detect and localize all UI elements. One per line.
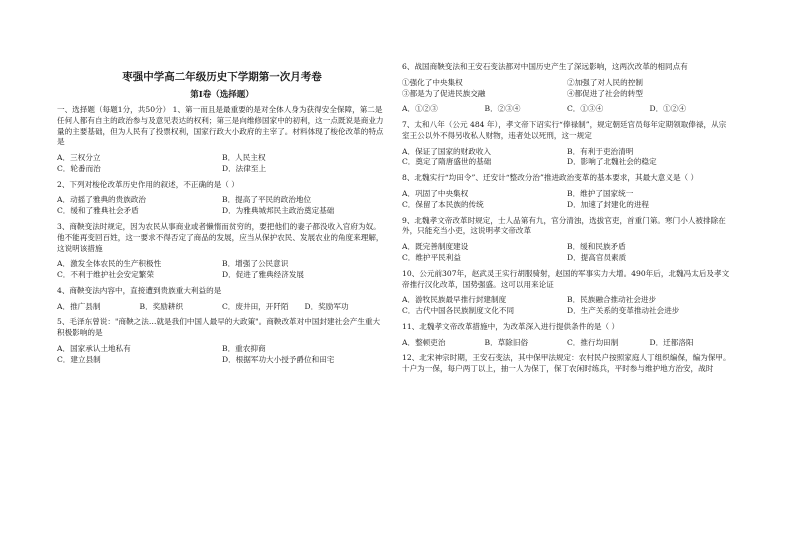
question-6: 6、战国商鞅变法和王安石变法都对中国历史产生了深远影响，这两次改革的相同点有 — [402, 62, 688, 71]
q2-option-d: D．为雅典城邦民主政治奠定基础 — [222, 206, 335, 216]
question-4: 4、商鞅变法内容中，直接遭到贵族重大利益的是 — [57, 285, 222, 295]
q5-option-d: D．根据军功大小授予爵位和田宅 — [222, 354, 335, 364]
q1-option-d: D．法律至上 — [222, 163, 267, 173]
q7-option-d: D．影响了北魏社会的稳定 — [567, 157, 657, 167]
q7-option-a: A．保证了国家的财政收入 — [402, 146, 492, 156]
q5-option-c: C．建立县制 — [57, 354, 101, 364]
question-1: 一、选择题（每题1分，共50分） 1、第一而且是最重要的是对全体人身为获得安全保障，第二是任何人都有自主的政治参与及意见表达的权利；第三是向维修国家中的初利，这一点既说是商业力量的主要基础，但为人民有了投票权利，国家行政大小政府的主宰了。材料体现了梭伦改革的特点是 — [57, 104, 384, 147]
question-12: 12、北宋神宗时期，王安石变法，其中保甲法规定：农村民户按照家庭人丁组织编保，编为保甲。十户为一保，每户两丁以上，抽一人为保丁，保丁农闲时练兵，平时参与维护地方治安，战时 — [402, 353, 731, 374]
q6-statement-1: ①强化了中央集权 — [402, 77, 463, 87]
q3-option-a: A．激发全体农民的生产积极性 — [57, 259, 162, 269]
q6-statement-3: ③都是为了促进民族交融 — [402, 88, 486, 98]
q11-option-b: B．草除旧俗 — [484, 337, 529, 347]
q6-option-a: A．①②③ — [402, 104, 438, 114]
q11-option-c: C．推行均田制 — [567, 337, 619, 347]
right-column — [402, 62, 732, 380]
q9-options — [402, 242, 732, 264]
q11-option-a: A．整顿吏治 — [402, 337, 446, 347]
q6-option-d: D．①②④ — [649, 104, 686, 114]
question-2: 2、下列对梭伦改革历史作用的叙述，不正确的是（ ） — [57, 179, 239, 189]
exam-title: 枣强中学高二年级历史下学期第一次月考卷 — [122, 71, 322, 83]
left-column — [57, 62, 387, 371]
section-title: 第Ⅰ卷（选择题） — [190, 89, 254, 100]
question-11: 11、北魏孝文帝改革措施中，为改革深入进行提供条件的是（ ） — [402, 321, 620, 331]
question-3: 3、商鞅变法时规定，因为农民从事商业或者懒惰而贫穷的，要把他们的妻子都没收入官府为奴。他不能再变回百姓，这一要求不得否定了商品的发展，应当从保护农民、发展农业的角度来理解，这说明该措施 — [57, 222, 384, 253]
q8-options — [402, 189, 732, 211]
q2-option-c: C．缓和了雅典社会矛盾 — [57, 206, 139, 216]
q5-option-a: A．国家承认土地私有 — [57, 344, 131, 354]
q4-option-c: C．废井田，开阡陌 — [222, 301, 289, 311]
q6-option-b: B．②③④ — [484, 104, 521, 114]
q9-option-b: B．缓和民族矛盾 — [567, 242, 626, 252]
q7-option-c: C．奠定了隋唐盛世的基础 — [402, 157, 492, 167]
q7-options — [402, 147, 732, 169]
q1-option-b: B．人民主权 — [222, 153, 266, 163]
q11-option-d: D．迁都洛阳 — [649, 337, 694, 347]
question-7: 7、太和八年（公元 484 年），孝文帝下诏实行“俸禄制”，规定朝廷官员每年定期领取俸禄，从宗室王公以外不得另收私人财物，违者处以死刑，这一规定 — [402, 120, 727, 140]
question-9: 9、北魏孝文帝改革时规定，士人品第有九，官分清浊，选拔官吏，首重门第。寒门小人被排除在外，只能充当小吏，这说明孝文帝改革 — [402, 215, 726, 236]
q1-option-a: A．三权分立 — [57, 153, 101, 163]
q6-option-c: C．①③④ — [567, 104, 604, 114]
q9-option-c: C．维护平民利益 — [402, 252, 461, 262]
q1-option-c: C．轮番而治 — [57, 163, 101, 173]
q3-option-c: C．不利于维护社会安定繁荣 — [57, 270, 154, 280]
q6-statement-2: ②加强了对人民的控制 — [567, 77, 643, 87]
q4-options — [57, 302, 387, 313]
q8-option-c: C．保留了本民族的传统 — [402, 199, 484, 209]
q3-options — [57, 259, 387, 281]
q9-option-d: D．提高官员素质 — [567, 252, 627, 262]
q7-option-b: B．有利于吏治清明 — [567, 146, 634, 156]
q3-option-d: D．促进了雅典经济发展 — [222, 270, 305, 280]
q8-option-b: B．维护了国家统一 — [567, 189, 634, 199]
q5-option-b: B．重农抑商 — [222, 344, 266, 354]
q2-option-b: B．提高了平民的政治地位 — [222, 195, 312, 205]
q6-statements — [402, 78, 732, 100]
q6-statement-4: ④都促进了社会的转型 — [567, 88, 643, 98]
question-10: 10、公元前307年，赵武灵王实行胡服骑射，赵国的军事实力大增。490年后，北魏冯太后及孝文帝推行汉化改革，国势强盛。这可以用来论证 — [402, 268, 730, 289]
q10-option-a: A．游牧民族最早推行封建制度 — [402, 295, 507, 305]
q2-options — [57, 195, 387, 217]
q11-options — [402, 338, 732, 349]
q8-option-d: D．加速了封建化的进程 — [567, 199, 650, 209]
q6-options — [402, 104, 732, 115]
question-5: 5、毛泽东曾说："商鞅之法…就是我们中国人最早的大政策"。商鞅改革对中国封建社会产生重大积极影响的是 — [57, 317, 381, 338]
q1-options — [57, 153, 387, 175]
q10-option-c: C．古代中国各民族制度文化不同 — [402, 306, 515, 316]
q4-option-a: A．推广县制 — [57, 301, 101, 311]
q10-options — [402, 295, 732, 317]
q4-option-b: B．奖励耕织 — [139, 301, 184, 311]
q9-option-a: A．既完善制度建设 — [402, 242, 469, 252]
q8-option-a: A．巩固了中央集权 — [402, 189, 469, 199]
q3-option-b: B．增强了公民意识 — [222, 259, 289, 269]
q2-option-a: A．动摇了雅典的贵族政治 — [57, 195, 147, 205]
q4-option-d: D．奖励军功 — [304, 301, 349, 311]
q5-options — [57, 344, 387, 366]
q10-option-d: D．生产关系的变革推动社会进步 — [567, 306, 680, 316]
question-8: 8、北魏实行“均田令”、迁安计“整改分治”推进政治变革的基本要求，其最大意义是（ ） — [402, 173, 699, 183]
q10-option-b: B．民族融合推动社会进步 — [567, 295, 657, 305]
